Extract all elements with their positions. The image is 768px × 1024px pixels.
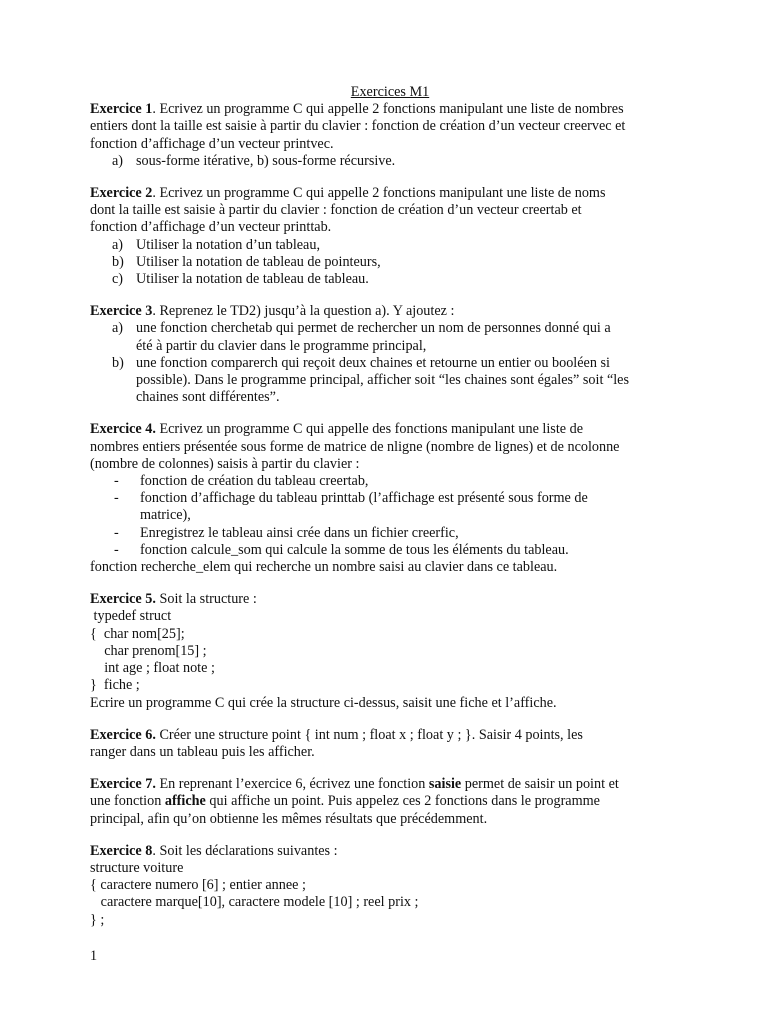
exercise-2-text: dont la taille est saisie à partir du clavier : fonction de création d’un vecteur creertab et <box>90 202 582 219</box>
exercise-5-label: Exercice 5. <box>90 591 156 608</box>
list-marker: - <box>114 473 119 490</box>
exercise-3-text: . Reprenez le TD2) jusqu’à la question a). Y ajoutez : <box>152 303 455 320</box>
exercise-7-text: principal, afin qu’on obtienne les mêmes résultats que précédemment. <box>90 810 488 827</box>
exercise-7-line <box>90 776 690 793</box>
exercise-5-text: Soit la structure : <box>155 591 257 608</box>
exercise-2-line <box>90 185 690 202</box>
code-line: } ; <box>90 911 105 928</box>
page-title: Exercices M1 <box>350 84 430 100</box>
exercise-4-label: Exercice 4. <box>90 421 156 438</box>
exercise-1-text: fonction d’affichage d’un vecteur printvec. <box>90 135 334 152</box>
exercise-2-list <box>90 237 690 289</box>
exercise-1-text: entiers dont la taille est saisie à partir du clavier : fonction de création d’un vecteur creervec et <box>90 118 626 135</box>
code-line: char prenom[15] ; <box>90 642 207 659</box>
exercise-6-text: ranger dans un tableau puis les afficher. <box>90 743 315 760</box>
exercise-4-text: fonction recherche_elem qui recherche un nombre saisi au clavier dans ce tableau. <box>90 559 558 576</box>
list-item <box>90 525 690 542</box>
exercise-7-text: permet de saisir un point et <box>461 776 619 793</box>
exercise-6-text: Créer une structure point { int num ; float x ; float y ; }. Saisir 4 points, les <box>155 726 583 743</box>
code-line: { caractere numero [6] ; entier annee ; <box>90 877 306 894</box>
code-line: int age ; float note ; <box>90 660 215 677</box>
exercise-3-line <box>90 303 690 320</box>
list-item-text: Enregistrez le tableau ainsi crée dans un fichier creerfic, <box>140 524 459 541</box>
exercise-4-text: (nombre de colonnes) saisis à partir du clavier : <box>90 455 360 472</box>
exercise-6 <box>90 727 690 761</box>
exercise-1-text: . Ecrivez un programme C qui appelle 2 fonctions manipulant une liste de nombres <box>152 101 624 118</box>
exercise-7-line <box>90 793 690 810</box>
list-item-text: fonction de création du tableau creertab, <box>140 473 369 490</box>
list-item <box>90 473 690 490</box>
list-item-text: chaines sont différentes”. <box>136 389 280 406</box>
exercise-5-line <box>90 591 690 608</box>
list-item <box>90 320 690 354</box>
exercise-7-label: Exercice 7. <box>90 776 156 793</box>
list-item <box>90 237 690 254</box>
exercise-3 <box>90 303 690 406</box>
code-line: { char nom[25]; <box>90 625 185 642</box>
exercise-4 <box>90 421 690 576</box>
exercise-2-text: . Ecrivez un programme C qui appelle 2 fonctions manipulant une liste de noms <box>152 185 606 202</box>
exercise-8-text: . Soit les déclarations suivantes : <box>152 842 338 859</box>
keyword-affiche: affiche <box>164 793 206 810</box>
list-item-text: fonction calcule_som qui calcule la somme de tous les éléments du tableau. <box>140 541 569 558</box>
list-item-text: Utiliser la notation d’un tableau, <box>136 236 320 253</box>
list-item-text: une fonction cherchetab qui permet de rechercher un nom de personnes donné qui a <box>136 320 611 337</box>
list-item-text: sous-forme itérative, b) sous-forme récursive. <box>136 152 396 169</box>
exercise-5-text: Ecrire un programme C qui crée la structure ci-dessus, saisit une fiche et l’affiche. <box>90 694 557 711</box>
exercise-4-line <box>90 421 690 438</box>
exercise-2-text: fonction d’affichage d’un vecteur printtab. <box>90 219 332 236</box>
exercise-2 <box>90 185 690 288</box>
page-number: 1 <box>90 948 98 964</box>
exercise-4-text: nombres entiers présentée sous forme de matrice de nligne (nombre de lignes) et de ncolonne <box>90 438 620 455</box>
exercise-3-list <box>90 320 690 406</box>
list-marker: b) <box>112 253 124 270</box>
list-item-text: Utiliser la notation de tableau de pointeurs, <box>136 253 381 270</box>
exercise-8 <box>90 843 690 929</box>
list-marker: a) <box>112 236 124 253</box>
exercise-7-text: qui affiche un point. Puis appelez ces 2 fonctions dans le programme <box>205 793 600 810</box>
list-marker: a) <box>112 152 124 169</box>
list-marker: b) <box>112 354 124 371</box>
code-line: structure voiture <box>90 859 184 876</box>
document-content <box>90 84 690 944</box>
exercise-4-text: Ecrivez un programme C qui appelle des fonctions manipulant une liste de <box>155 421 584 438</box>
list-item <box>90 542 690 559</box>
list-item-text: fonction d’affichage du tableau printtab (l’affichage est présenté sous forme de <box>140 490 588 507</box>
list-item <box>90 271 690 288</box>
exercise-8-label: Exercice 8 <box>90 842 153 859</box>
exercise-8-line <box>90 843 690 860</box>
list-item-text: une fonction comparerch qui reçoit deux chaines et retourne un entier ou booléen si <box>136 354 610 371</box>
list-item-text: matrice), <box>140 507 191 524</box>
list-item <box>90 490 690 524</box>
exercise-2-label: Exercice 2 <box>90 185 153 202</box>
exercise-7 <box>90 776 690 828</box>
list-marker: - <box>114 524 119 541</box>
list-item <box>90 254 690 271</box>
list-item <box>90 153 690 170</box>
exercise-6-label: Exercice 6. <box>90 726 156 743</box>
list-item <box>90 355 690 407</box>
list-marker: - <box>114 541 119 558</box>
exercise-1-label: Exercice 1 <box>90 101 153 118</box>
list-marker: c) <box>112 271 124 288</box>
exercise-5 <box>90 591 690 711</box>
exercise-1-list <box>90 153 690 170</box>
list-marker: a) <box>112 320 124 337</box>
keyword-saisie: saisie <box>428 776 462 793</box>
list-item-text: été à partir du clavier dans le programme principal, <box>136 337 427 354</box>
list-marker: - <box>114 490 119 507</box>
exercise-1 <box>90 101 690 170</box>
list-item-text: possible). Dans le programme principal, afficher soit “les chaines sont égales” soit “les <box>136 372 629 389</box>
code-line: caractere marque[10], caractere modele [10] ; reel prix ; <box>90 894 419 911</box>
code-line: typedef struct <box>90 608 172 625</box>
exercise-1-line <box>90 101 690 118</box>
exercise-6-line <box>90 727 690 744</box>
list-item-text: Utiliser la notation de tableau de tableau. <box>136 271 369 288</box>
exercise-7-text: En reprenant l’exercice 6, écrivez une fonction <box>155 776 429 793</box>
exercise-4-list <box>90 473 690 559</box>
exercise-3-label: Exercice 3 <box>90 303 153 320</box>
exercise-7-text: une fonction <box>90 793 165 810</box>
code-line: } fiche ; <box>90 677 140 694</box>
